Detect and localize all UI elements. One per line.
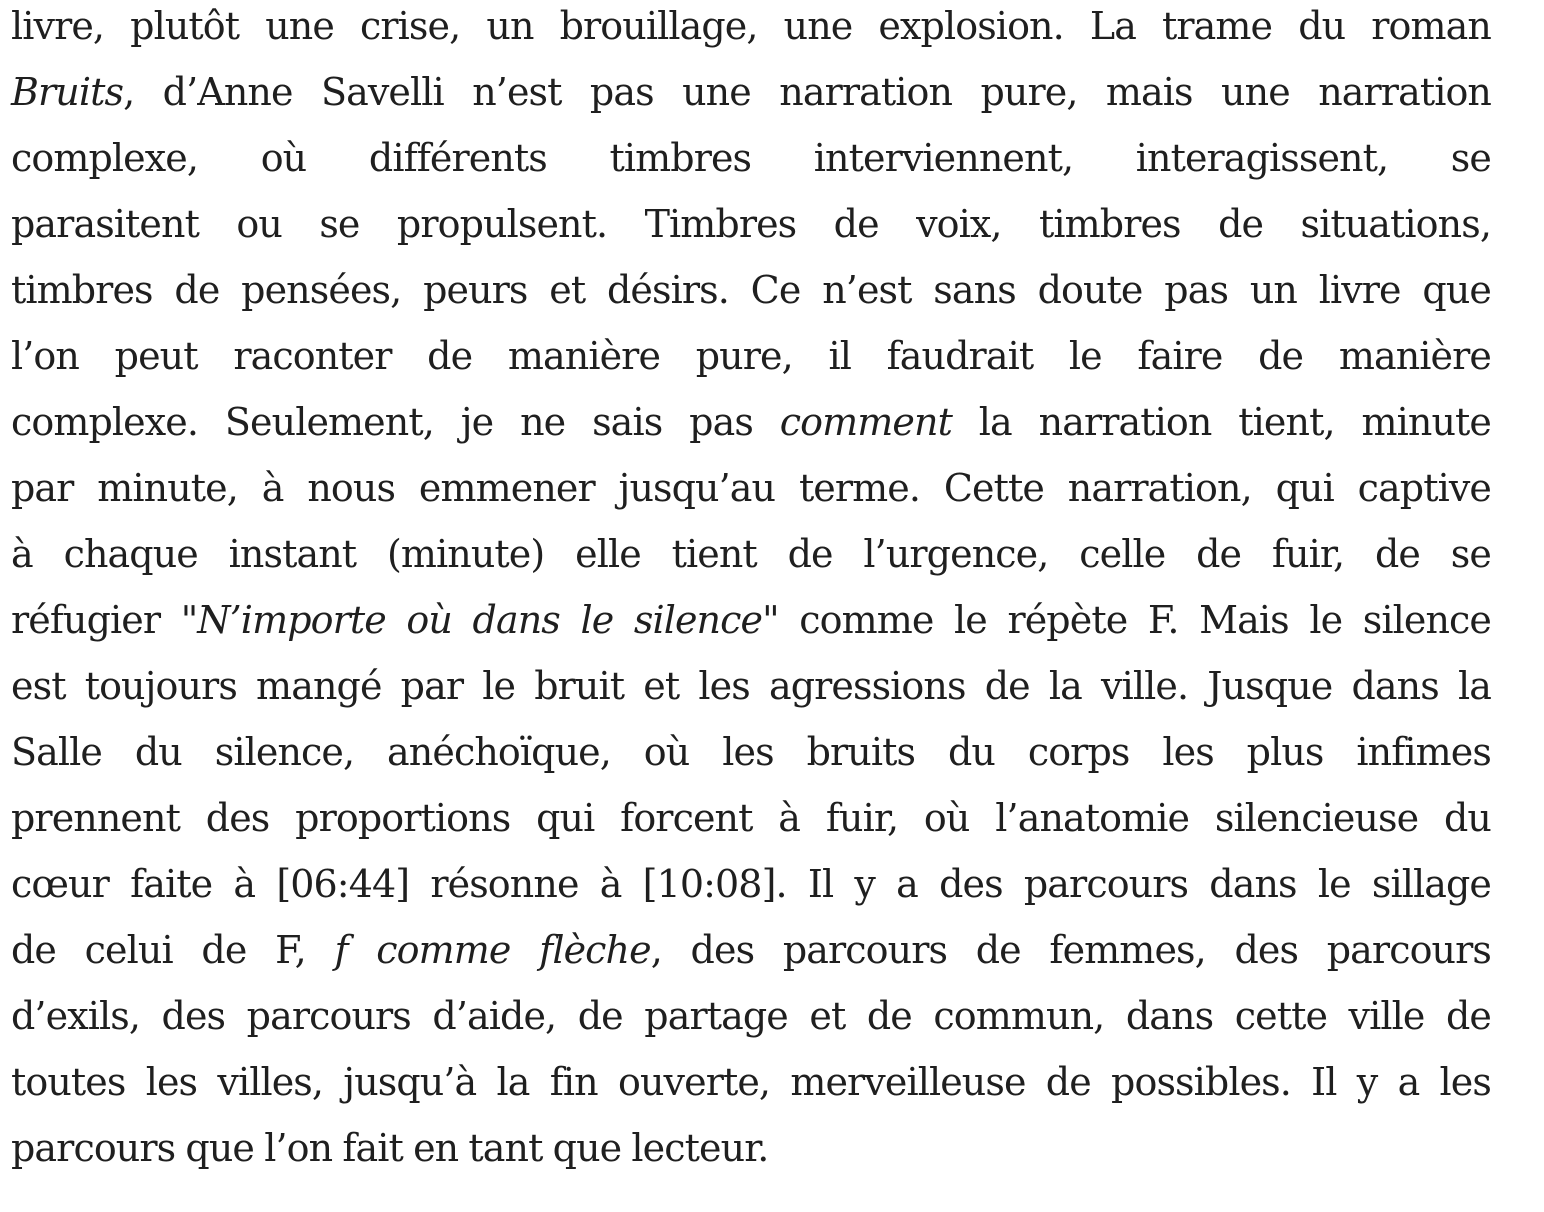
text-line <box>11 521 1491 587</box>
text-line <box>11 917 1491 983</box>
text-line <box>11 323 1491 389</box>
text-line <box>11 587 1491 653</box>
text-segment: complexe, où différents timbres interviennent, interagissent, se <box>11 136 1491 180</box>
text-line <box>11 0 1491 59</box>
text-segment: prennent des proportions qui forcent à fuir, où l’anatomie silencieuse du <box>11 796 1491 840</box>
text-segment: la narration tient, minute <box>951 400 1491 444</box>
text-line <box>11 1049 1491 1115</box>
text-segment: d’exils, des parcours d’aide, de partage et de commun, dans cette ville de <box>11 994 1491 1038</box>
text-segment: parcours que l’on fait en tant que lecteur. <box>11 1126 769 1170</box>
text-segment: timbres de pensées, peurs et désirs. Ce n’est sans doute pas un livre que <box>11 268 1491 312</box>
text-segment: cœur faite à [06:44] résonne à [10:08]. Il y a des parcours dans le sillage <box>11 862 1491 906</box>
body-paragraph <box>11 0 1491 1181</box>
text-line <box>11 59 1491 125</box>
italic-quote: N’importe où dans le silence <box>197 598 763 642</box>
text-segment: réfugier " <box>11 598 198 642</box>
text-line <box>11 125 1491 191</box>
text-line-last <box>11 1115 1491 1181</box>
text-line <box>11 389 1491 455</box>
text-segment: toutes les villes, jusqu’à la fin ouverte, merveilleuse de possibles. Il y a les <box>11 1060 1491 1104</box>
italic-emphasis: f comme flèche <box>334 928 651 972</box>
text-segment: , d’Anne Savelli n’est pas une narration pure, mais une narration <box>123 70 1491 114</box>
italic-emphasis: comment <box>779 400 952 444</box>
text-segment: par minute, à nous emmener jusqu’au terme. Cette narration, qui captive <box>11 466 1491 510</box>
text-segment: l’on peut raconter de manière pure, il faudrait le faire de manière <box>11 334 1491 378</box>
text-segment: est toujours mangé par le bruit et les agressions de la ville. Jusque dans la <box>11 664 1491 708</box>
text-segment: , des parcours de femmes, des parcours <box>650 928 1491 972</box>
text-line <box>11 983 1491 1049</box>
text-segment: complexe. Seulement, je ne sais pas <box>11 400 780 444</box>
text-line <box>11 257 1491 323</box>
italic-title: Bruits <box>11 70 124 114</box>
text-segment: parasitent ou se propulsent. Timbres de voix, timbres de situations, <box>11 202 1491 246</box>
text-segment: à chaque instant (minute) elle tient de l’urgence, celle de fuir, de se <box>11 532 1491 576</box>
text-line <box>11 719 1491 785</box>
text-segment: de celui de F, <box>11 928 335 972</box>
text-line <box>11 851 1491 917</box>
text-segment: Salle du silence, anéchoïque, où les bruits du corps les plus infimes <box>11 730 1491 774</box>
text-segment: livre, plutôt une crise, un brouillage, une explosion. La trame du roman <box>11 4 1491 48</box>
text-segment: " comme le répète F. Mais le silence <box>762 598 1491 642</box>
text-line <box>11 191 1491 257</box>
text-line <box>11 653 1491 719</box>
text-line <box>11 455 1491 521</box>
text-line <box>11 785 1491 851</box>
